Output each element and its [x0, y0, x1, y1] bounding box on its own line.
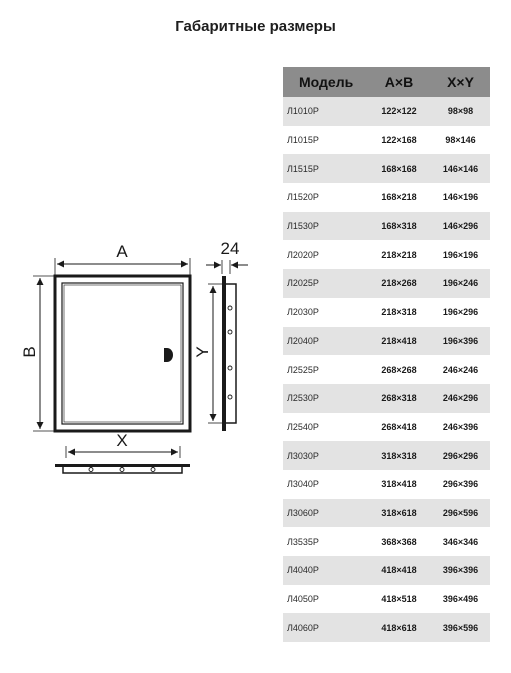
cell-xy: 246×296: [431, 384, 490, 413]
cell-model: Л2530Р: [283, 384, 367, 413]
cell-xy: 146×296: [431, 212, 490, 241]
cell-ab: 122×122: [367, 97, 431, 126]
dim-depth-label: 24: [220, 239, 240, 258]
dimension-b: [20, 276, 55, 431]
dimension-a: [55, 242, 190, 276]
cell-ab: 218×318: [367, 298, 431, 327]
table-row: [283, 240, 490, 269]
cell-xy: 346×346: [431, 527, 490, 556]
cell-xy: 246×246: [431, 355, 490, 384]
table-header-row: [283, 67, 490, 97]
cell-xy: 396×596: [431, 613, 490, 642]
cell-xy: 98×98: [431, 97, 490, 126]
cell-ab: 168×168: [367, 154, 431, 183]
cell-xy: 246×396: [431, 413, 490, 442]
cell-ab: 268×418: [367, 413, 431, 442]
cell-model: Л1015Р: [283, 126, 367, 155]
cell-ab: 218×268: [367, 269, 431, 298]
cell-ab: 268×268: [367, 355, 431, 384]
table-row: [283, 269, 490, 298]
cell-xy: 196×246: [431, 269, 490, 298]
cell-model: Л3535Р: [283, 527, 367, 556]
cell-ab: 418×618: [367, 613, 431, 642]
cell-model: Л3060Р: [283, 499, 367, 528]
table-row: [283, 298, 490, 327]
table-row: [283, 126, 490, 155]
table-row: [283, 355, 490, 384]
table-row: [283, 183, 490, 212]
table-row: [283, 585, 490, 614]
cell-xy: 296×596: [431, 499, 490, 528]
hatch-front-view: [55, 276, 190, 431]
table-row: [283, 527, 490, 556]
cell-xy: 296×396: [431, 470, 490, 499]
cell-model: Л2025Р: [283, 269, 367, 298]
table-row: [283, 470, 490, 499]
cell-ab: 418×418: [367, 556, 431, 585]
cell-model: Л2040Р: [283, 327, 367, 356]
cell-xy: 98×146: [431, 126, 490, 155]
page-title: Габаритные размеры: [175, 18, 336, 35]
cell-ab: 168×318: [367, 212, 431, 241]
cell-model: Л2030Р: [283, 298, 367, 327]
cell-model: Л2525Р: [283, 355, 367, 384]
hatch-bottom-view: [55, 431, 190, 473]
table-row: [283, 413, 490, 442]
cell-xy: 146×196: [431, 183, 490, 212]
cell-model: Л1010Р: [283, 97, 367, 126]
table-row: [283, 499, 490, 528]
dimensions-table: [283, 67, 490, 642]
cell-xy: 196×196: [431, 240, 490, 269]
cell-ab: 318×618: [367, 499, 431, 528]
cell-model: Л1515Р: [283, 154, 367, 183]
cell-model: Л2020Р: [283, 240, 367, 269]
dim-y-label: Y: [193, 346, 212, 358]
cell-model: Л4060Р: [283, 613, 367, 642]
table-row: [283, 613, 490, 642]
cell-model: Л1530Р: [283, 212, 367, 241]
cell-model: Л3040Р: [283, 470, 367, 499]
cell-model: Л4040Р: [283, 556, 367, 585]
table-row: [283, 327, 490, 356]
cell-ab: 318×418: [367, 470, 431, 499]
header-model: Модель: [283, 67, 367, 97]
table-row: [283, 441, 490, 470]
dim-b-label: B: [20, 346, 39, 358]
dim-x-label: X: [116, 431, 128, 450]
header-xy: X×Y: [431, 67, 490, 97]
cell-xy: 196×396: [431, 327, 490, 356]
cell-xy: 396×496: [431, 585, 490, 614]
table-row: [283, 154, 490, 183]
table-row: [283, 97, 490, 126]
cell-ab: 268×318: [367, 384, 431, 413]
cell-ab: 122×168: [367, 126, 431, 155]
table-row: [283, 212, 490, 241]
cell-model: Л4050Р: [283, 585, 367, 614]
cell-model: Л3030Р: [283, 441, 367, 470]
cell-ab: 218×218: [367, 240, 431, 269]
cell-xy: 196×296: [431, 298, 490, 327]
cell-ab: 168×218: [367, 183, 431, 212]
cell-xy: 396×396: [431, 556, 490, 585]
table-body: [283, 97, 490, 642]
cell-ab: 418×518: [367, 585, 431, 614]
cell-xy: 296×296: [431, 441, 490, 470]
cell-model: Л2540Р: [283, 413, 367, 442]
cell-xy: 146×146: [431, 154, 490, 183]
hatch-side-view: [193, 239, 248, 431]
cell-ab: 318×318: [367, 441, 431, 470]
table-row: [283, 556, 490, 585]
cell-ab: 368×368: [367, 527, 431, 556]
table-row: [283, 384, 490, 413]
dim-a-label: A: [116, 242, 128, 261]
header-ab: A×B: [367, 67, 431, 97]
cell-model: Л1520Р: [283, 183, 367, 212]
cell-ab: 218×418: [367, 327, 431, 356]
